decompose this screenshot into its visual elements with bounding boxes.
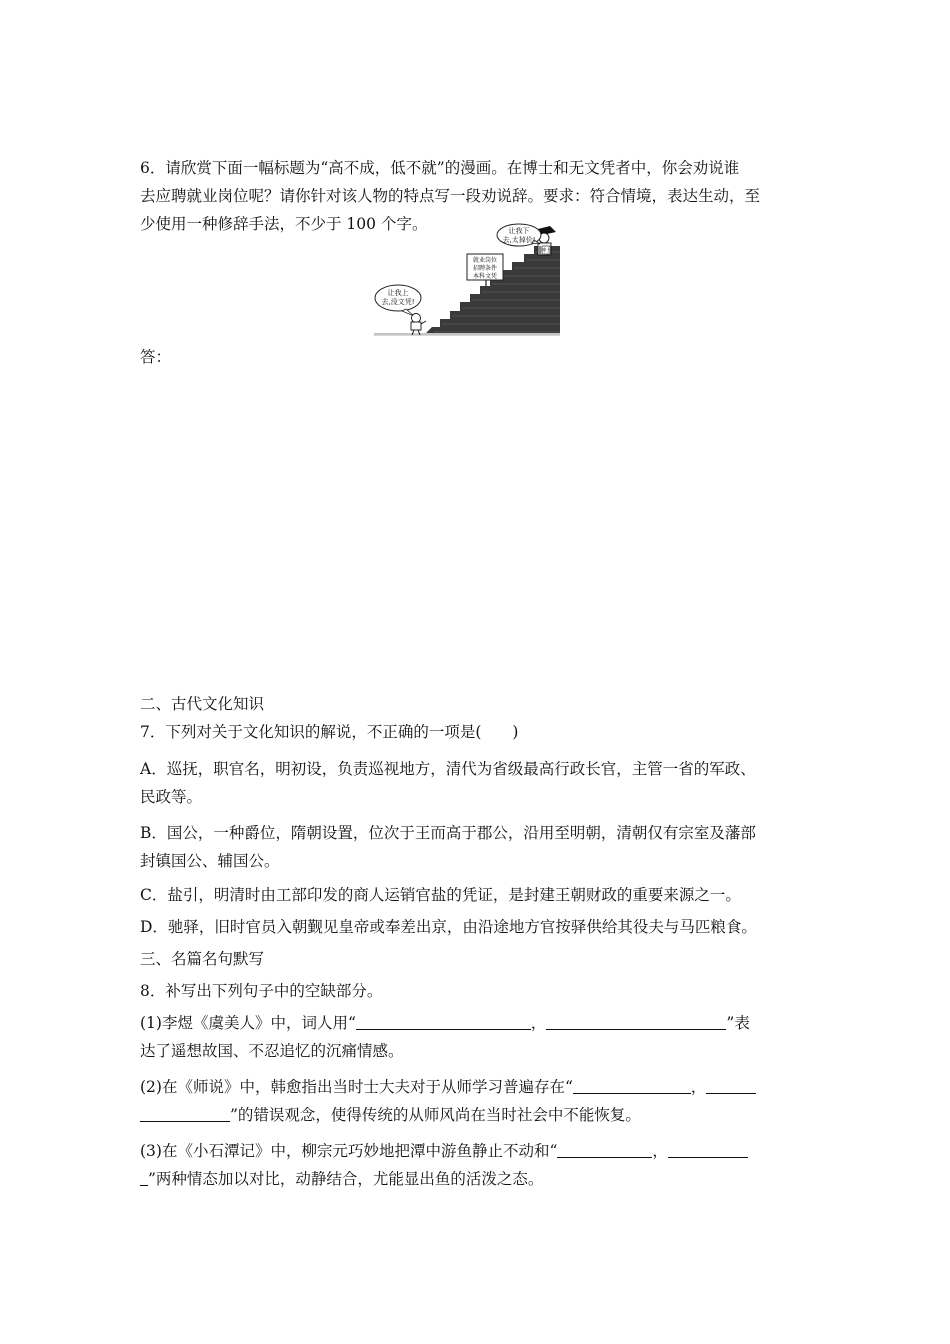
answer-label: 答： <box>140 348 172 366</box>
section-2-title: 二、古代文化知识 <box>140 695 265 713</box>
nodiploma-figure <box>411 314 426 336</box>
fill-blank[interactable] <box>573 1078 691 1094</box>
q8-item-3-line-2: ”两种情态加以对比，动静结合，尤能显出鱼的活泼之态。 <box>140 1169 812 1189</box>
sign-line-1: 就业岗位 <box>472 257 498 264</box>
fill-blank[interactable] <box>668 1142 748 1158</box>
q6-line-1: 6．请欣赏下面一幅标题为“高不成，低不就”的漫画。在博士和无文凭者中，你会劝说谁 <box>140 159 740 177</box>
q6-line-3: 少使用一种修辞手法，不少于 100 个字。 <box>140 215 428 233</box>
q7-stem: 7．下列对关于文化知识的解说，不正确的一项是( ) <box>140 723 519 741</box>
bottom-bubble-line-1: 让我上 <box>387 289 409 297</box>
sign-line-3: 本科文凭 <box>472 273 498 280</box>
fill-blank[interactable] <box>706 1078 756 1094</box>
doctor-hat-label: 博士 <box>540 248 552 254</box>
fill-blank[interactable] <box>140 1170 148 1186</box>
q6-line-2: 去应聘就业岗位呢？请你针对该人物的特点写一段劝说辞。要求：符合情境，表达生动，至 <box>140 187 761 205</box>
q7-option-a-line-2: 民政等。 <box>140 788 203 806</box>
q7-option-b-line-2: 封镇国公、辅国公。 <box>140 852 280 870</box>
top-bubble-line-1: 让我下 <box>508 227 530 235</box>
bottom-bubble-line-2: 去,没文凭! <box>381 298 415 306</box>
q8-item-1-line-1: (1)李煜《虞美人》中，词人用“ ， ”表 <box>140 1014 750 1032</box>
q8-item-2-line-1: (2)在《师说》中，韩愈指出当时士大夫对于从师学习普遍存在“ ， <box>140 1077 812 1097</box>
q7-option-b-line-1: B．国公，一种爵位，隋朝设置，位次于王而高于郡公，沿用至明朝，清朝仅有宗室及藩部 <box>140 824 756 842</box>
top-bubble-line-2: 去,太掉价! <box>502 236 536 244</box>
q7-option-d: D．驰驿，旧时官员入朝觐见皇帝或奉差出京，由沿途地方官按驿供给其役夫与马匹粮食。 <box>140 918 757 936</box>
fill-blank[interactable] <box>140 1106 230 1122</box>
fill-blank[interactable] <box>356 1014 531 1030</box>
q8-item-1-line-2: 达了遥想故国、不忍追忆的沉痛情感。 <box>140 1042 404 1060</box>
sign-line-2: 招聘条件 <box>472 265 498 272</box>
q7-option-c: C．盐引，明清时由工部印发的商人运销官盐的凭证，是封建王朝财政的重要来源之一。 <box>140 886 741 904</box>
fill-blank[interactable] <box>546 1014 726 1030</box>
cartoon-image <box>374 222 560 336</box>
q8-item-2-line-2: ”的错误观念，使得传统的从师风尚在当时社会中不能恢复。 <box>140 1105 812 1125</box>
q7-option-a-line-1: A．巡抚，职官名，明初设，负责巡视地方，清代为省级最高行政长官，主管一省的军政、 <box>140 760 756 778</box>
q8-stem: 8．补写出下列句子中的空缺部分。 <box>140 982 383 1000</box>
section-3-title: 三、名篇名句默写 <box>140 950 265 968</box>
fill-blank[interactable] <box>557 1142 652 1158</box>
q8-item-3-line-1: (3)在《小石潭记》中，柳宗元巧妙地把潭中游鱼静止不动和“ ， <box>140 1141 812 1161</box>
